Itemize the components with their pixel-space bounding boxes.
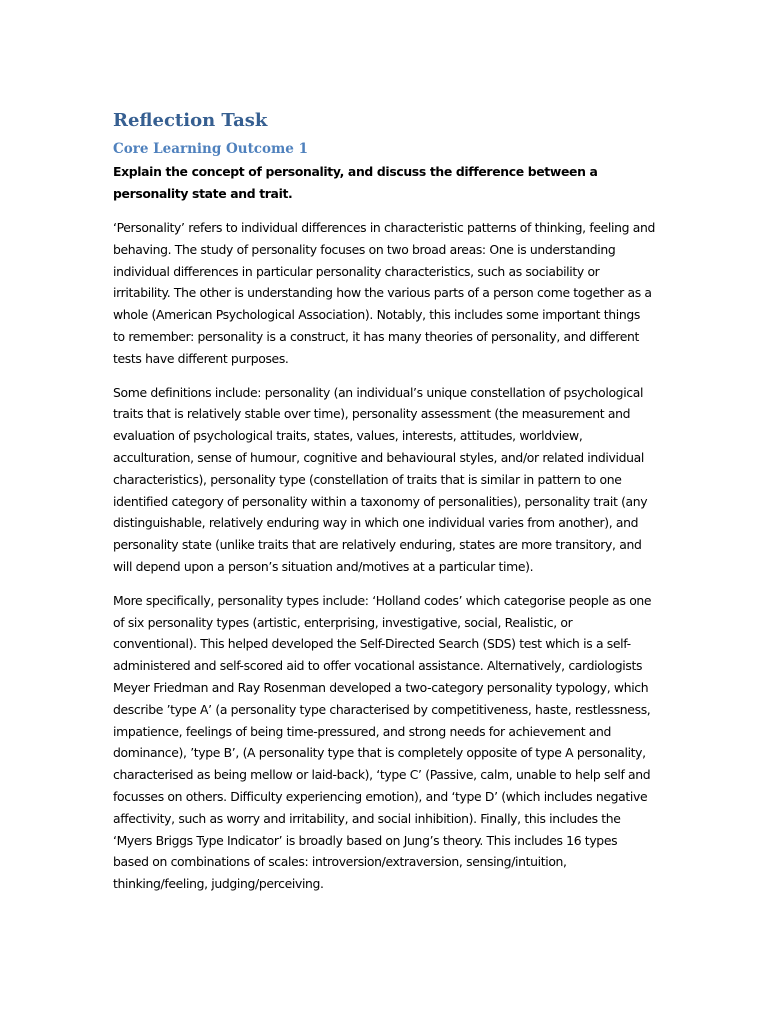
paragraph-personality-types: More specifically, personality types include: ‘Holland codes’ which categorise people as one of six personality types (artistic, enterprising, investigative, social, Realistic, or conventional). This helped developed the Self-Directed Search (SDS) test which is a self-administered and self-scored aid to offer vocational assistance. Alternatively, cardiologists Meyer Friedman and Ray Rosenman developed a two-category personality typology, which describe ’type A’ (a personality type characterised by competitiveness, haste, restlessness, impatience, feelings of being time-pressured, and strong needs for achievement and dominance), ’type B’, (A personality type that is completely opposite of type A personality, characterised as being mellow or laid-back), ‘type C’ (Passive, calm, unable to help self and focusses on others. Difficulty experiencing emotion), and ‘type D’ (which includes negative affectivity, such as worry and irritability, and social inhibition). Finally, this includes the ‘Myers Briggs Type Indicator’ is broadly based on Jung’s theory. This includes 16 types based on combinations of scales: introversion/extraversion, sensing/intuition, thinking/feeling, judging/perceiving. bbox=[113, 592, 652, 892]
paragraph-definitions: Some definitions include: personality (an individual’s unique constellation of psychological traits that is relatively stable over time), personality assessment (the measurement and evaluation of psychological traits, states, values, interests, attitudes, worldview, acculturation, sense of humour, cognitive and behavioural styles, and/or related individual characteristics), personality type (constellation of traits that is similar in pattern to one identified category of personality within a taxonomy of personalities), personality trait (any distinguishable, relatively enduring way in which one individual varies from another), and personality state (unlike traits that are relatively enduring, states are more transitory, and will depend upon a person’s situation and/motives at a particular time). bbox=[113, 384, 648, 574]
document-subtitle: Core Learning Outcome 1 bbox=[113, 141, 308, 157]
document-title: Reflection Task bbox=[113, 110, 268, 131]
document-body bbox=[113, 108, 655, 895]
paragraph-personality-definition: ‘Personality’ refers to individual differences in characteristic patterns of thinking, feeling and behaving. The study of personality focuses on two broad areas: One is understanding individual differences in particular personality characteristics, such as sociability or irritability. The other is understanding how the various parts of a person come together as a whole (American Psychological Association). Notably, this includes some important things to remember: personality is a construct, it has many theories of personality, and different tests have different purposes. bbox=[113, 220, 655, 366]
question-text: Explain the concept of personality, and discuss the difference between a personality state and trait. bbox=[113, 164, 598, 201]
